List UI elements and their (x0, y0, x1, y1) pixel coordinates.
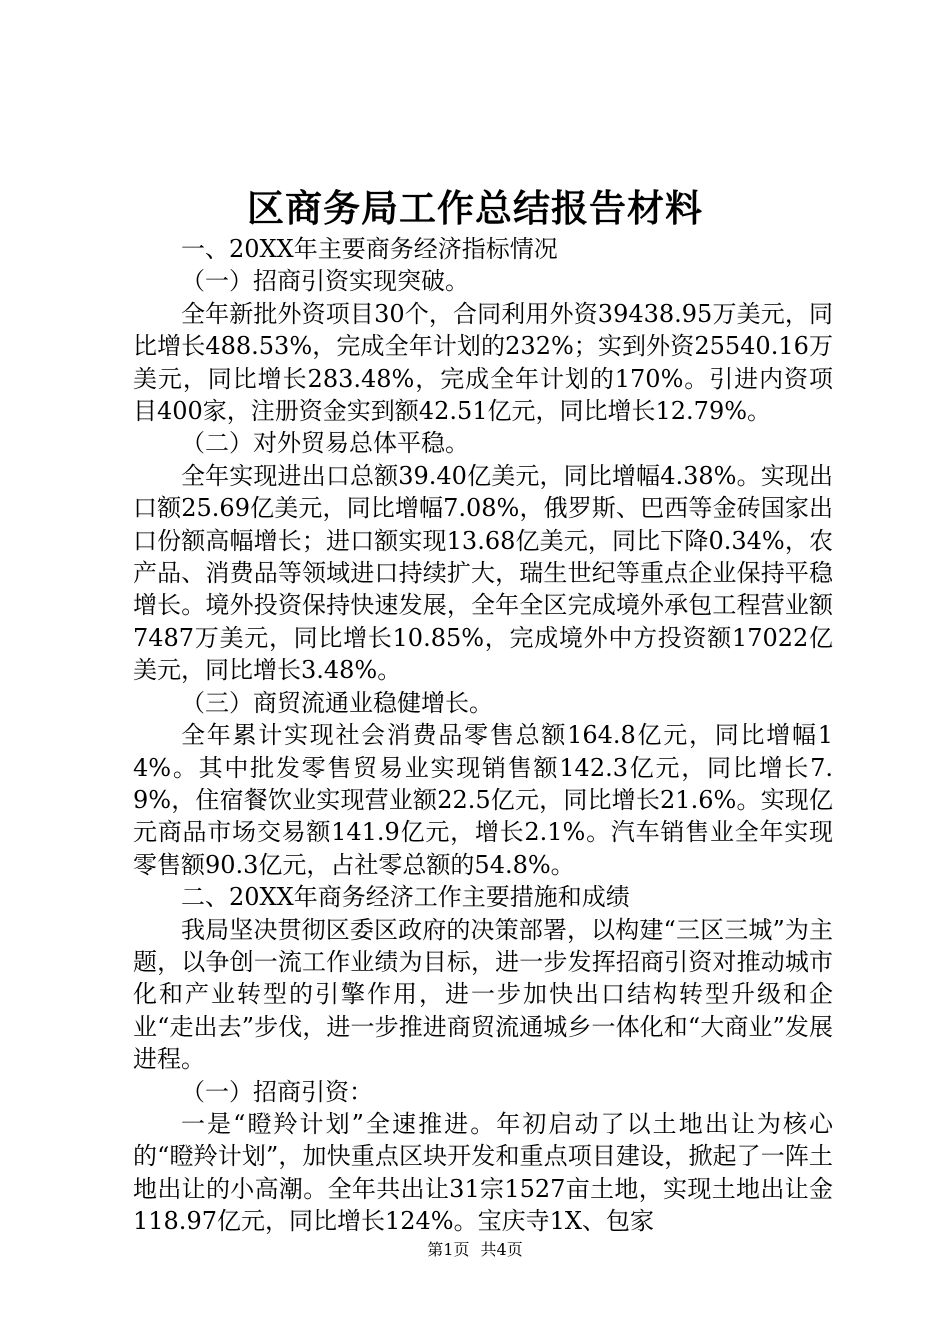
body-paragraph: 全年新批外资项目30个，合同利用外资39438.95万美元，同比增长488.53%，完成全年计划的232%；实到外资25540.16万美元，同比增长283.48%，完成全年计划的170%。引进内资项目400家，注册资金实到额42.51亿元，同比增长12.79%。 (133, 299, 833, 426)
body-paragraph: 我局坚决贯彻区委区政府的决策部署，以构建“三区三城”为主题，以争创一流工作业绩为目标，进一步发挥招商引资对推动城市化和产业转型的引擎作用，进一步加快出口结构转型升级和企业“走出去”步伐，进一步推进商贸流通城乡一体化和“大商业”发展进程。 (133, 915, 833, 1074)
subsection-heading: （一）招商引资实现突破。 (181, 267, 469, 296)
body-paragraph: 全年实现进出口总额39.40亿美元，同比增幅4.38%。实现出口额25.69亿美元，同比增幅7.08%，俄罗斯、巴西等金砖国家出口份额高幅增长；进口额实现13.68亿美元，同比下降0.34%，农产品、消费品等领域进口持续扩大，瑞生世纪等重点企业保持平稳增长。境外投资保持快速发展，全年全区完成境外承包工程营业额7487万美元，同比增长10.85%，完成境外中方投资额17022亿美元，同比增长3.48%。 (133, 461, 833, 685)
page-footer (0, 1240, 950, 1260)
section-heading: 一、20XX年主要商务经济指标情况 (181, 235, 558, 263)
body-paragraph: 全年累计实现社会消费品零售总额164.8亿元，同比增幅14%。其中批发零售贸易业实现销售额142.3亿元，同比增长7.9%，住宿餐饮业实现营业额22.5亿元，同比增长21.6%。实现亿元商品市场交易额141.9亿元，增长2.1%。汽车销售业全年实现零售额90.3亿元，占社零总额的54.8%。 (133, 721, 833, 879)
subsection-heading: （一）招商引资： (181, 1077, 373, 1106)
page-number: 第1页 (427, 1240, 470, 1259)
subsection-heading: （三）商贸流通业稳健增长。 (181, 688, 493, 717)
body-paragraph: 一是“瞪羚计划”全速推进。年初启动了以土地出让为核心的“瞪羚计划”，加快重点区块开发和重点项目建设，掀起了一阵土地出让的小高潮。全年共出让31宗1527亩土地，实现土地出让金118.97亿元，同比增长124%。宝庆寺1X、包家 (133, 1109, 833, 1236)
section-heading: 二、20XX年商务经济工作主要措施和成绩 (181, 883, 630, 912)
page-total: 共4页 (480, 1240, 523, 1259)
document-body (133, 233, 833, 1238)
document-title: 区商务局工作总结报告材料 (247, 186, 703, 230)
subsection-heading: （二）对外贸易总体平稳。 (181, 429, 469, 458)
